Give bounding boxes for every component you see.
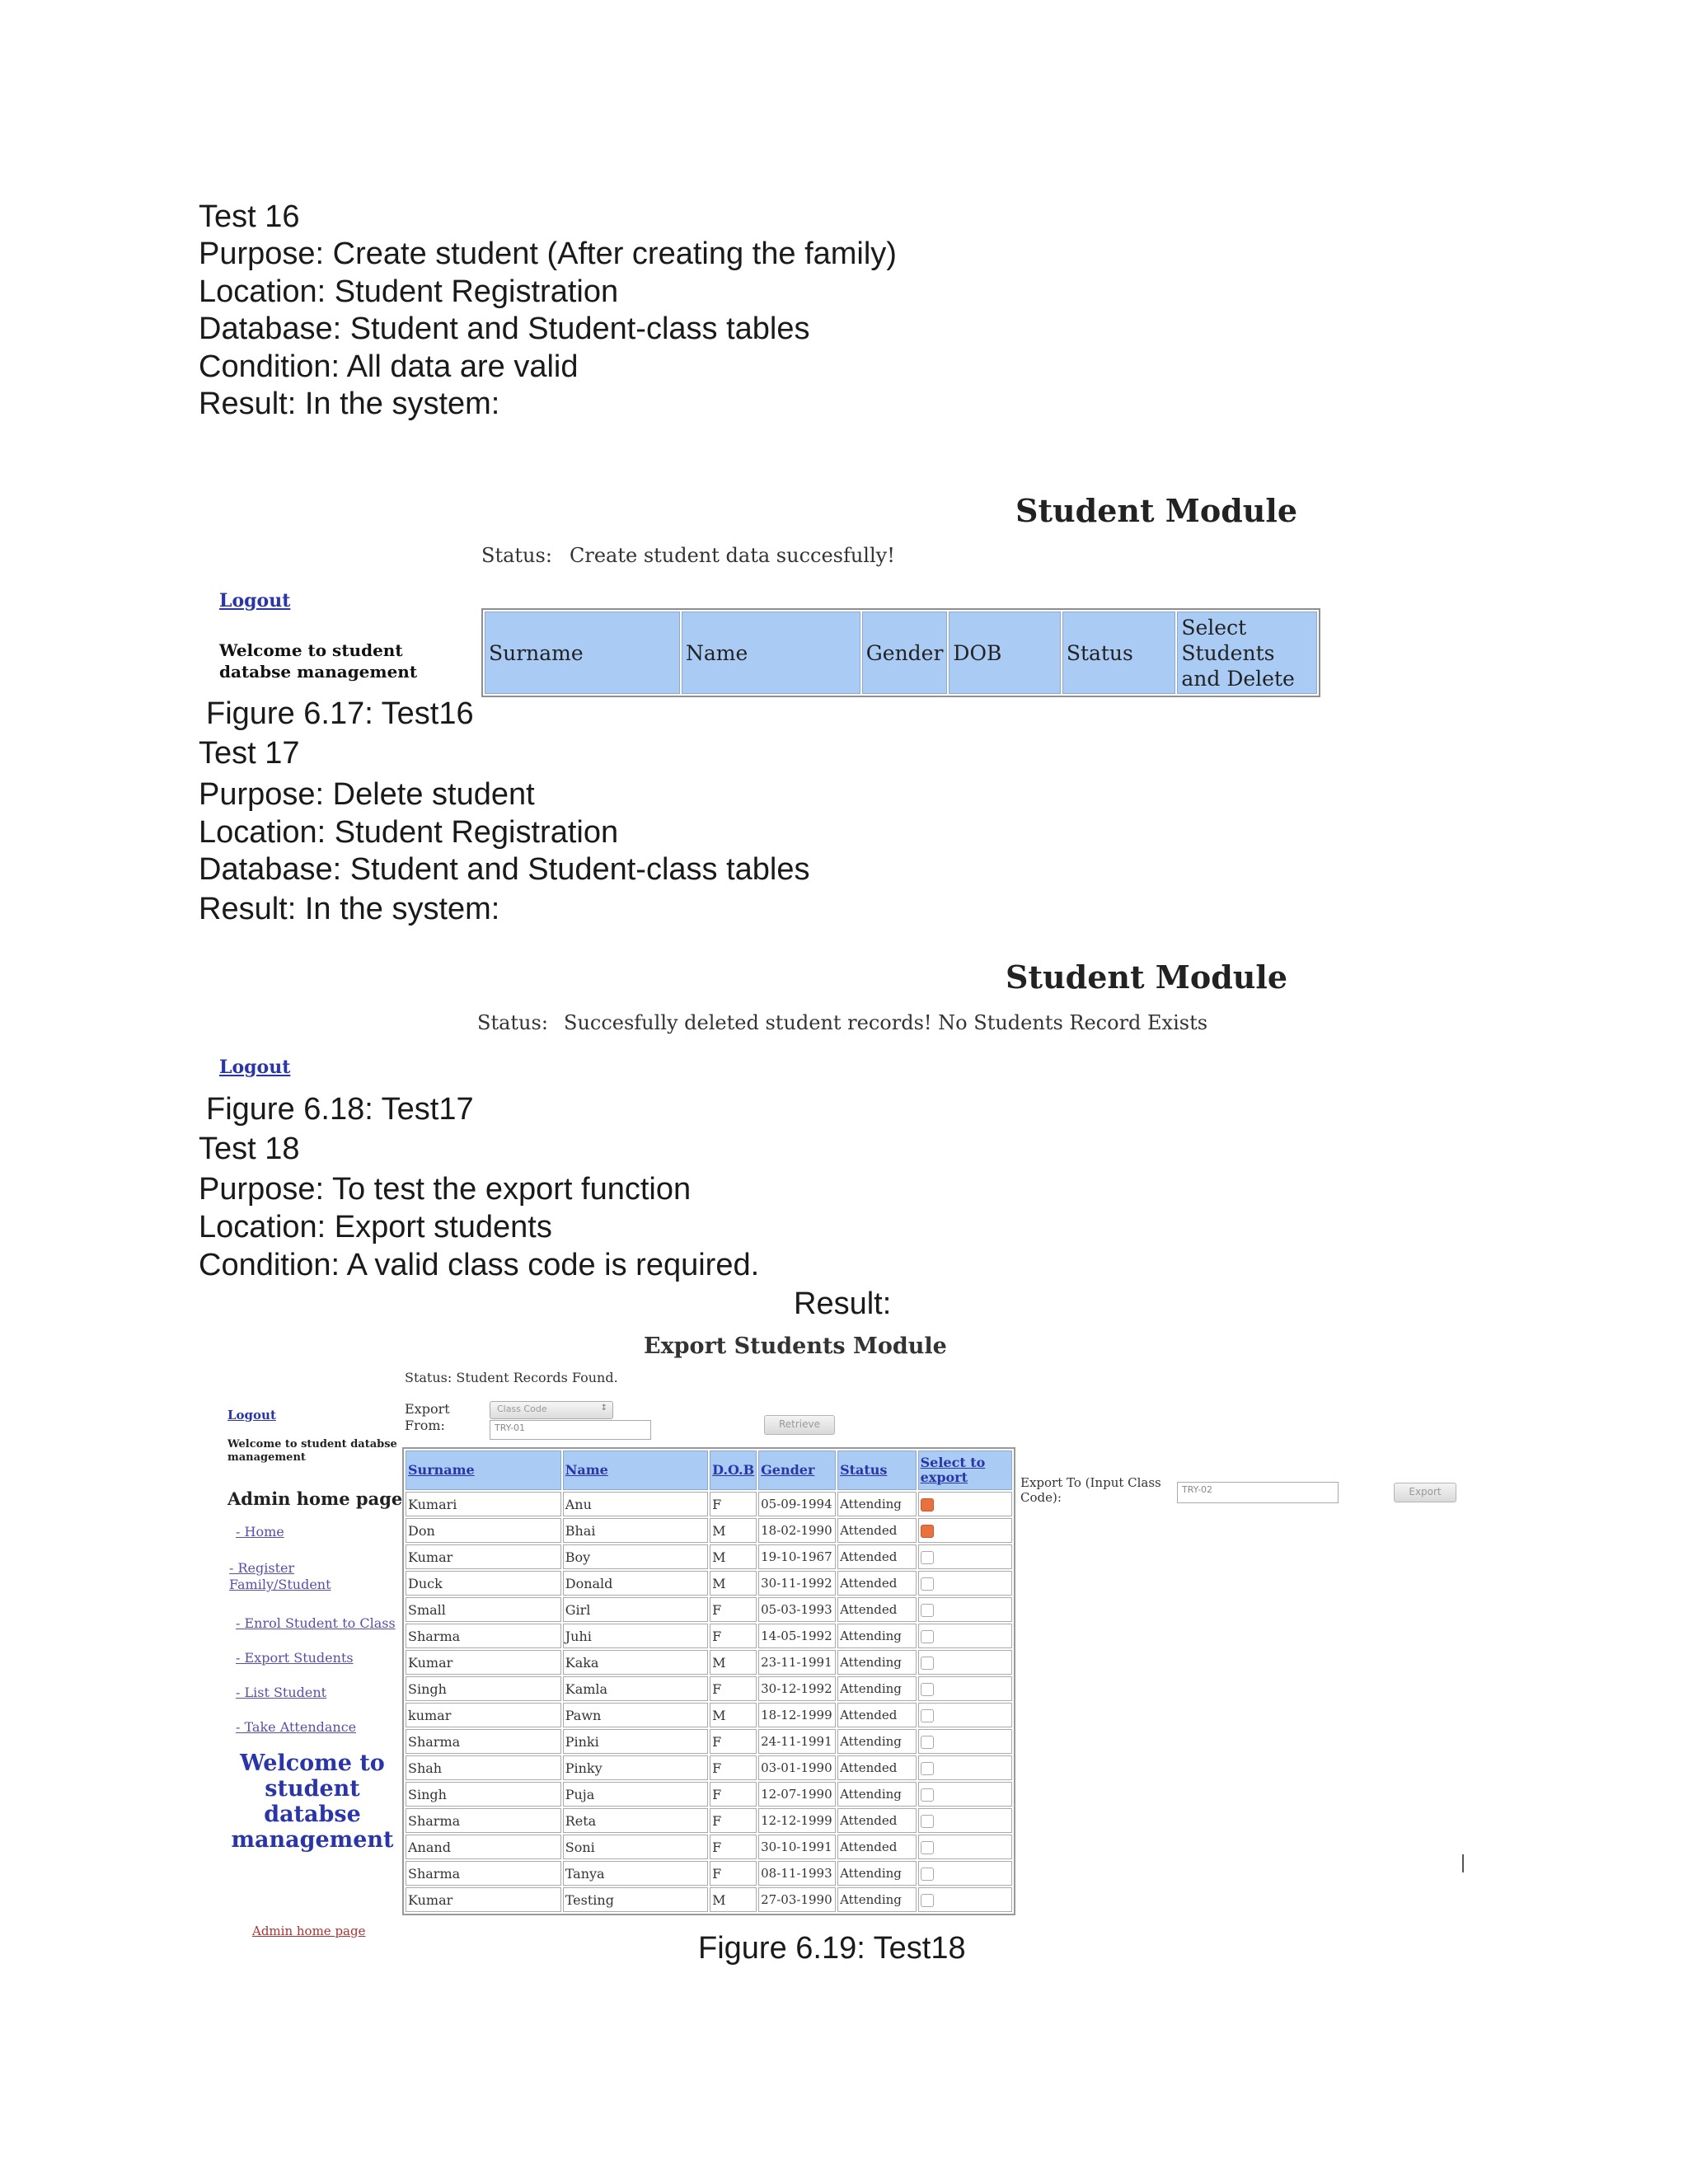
export-to-input[interactable]: TRY-02 — [1177, 1482, 1339, 1503]
module-title: Export Students Module — [644, 1333, 947, 1359]
cell-status: Attending — [837, 1624, 917, 1648]
col-name[interactable]: Name — [563, 1451, 708, 1490]
cell-select — [918, 1861, 1012, 1886]
test16-heading: Test 16 — [199, 199, 300, 234]
cell-select — [918, 1650, 1012, 1675]
test16-purpose: Purpose: Create student (After creating the family) — [199, 237, 897, 271]
cell-status: Attended — [837, 1755, 917, 1780]
select-export-checkbox[interactable] — [921, 1683, 934, 1696]
figure-caption-6-19: Figure 6.19: Test18 — [698, 1931, 966, 1966]
cell-status: Attending — [837, 1676, 917, 1701]
cell-surname: Singh — [406, 1676, 561, 1701]
cell-select — [918, 1676, 1012, 1701]
cell-select — [918, 1518, 1012, 1543]
cell-dob: 19-10-1967 — [758, 1544, 836, 1569]
cell-name: Pinki — [563, 1729, 708, 1754]
status-message: Status: Student Records Found. — [405, 1370, 618, 1385]
cell-surname: Shah — [406, 1755, 561, 1780]
select-export-checkbox[interactable] — [921, 1736, 934, 1749]
cell-status: Attending — [837, 1492, 917, 1516]
module-title: Student Module — [1015, 492, 1297, 529]
cell-status: Attended — [837, 1703, 917, 1727]
cell-select — [918, 1624, 1012, 1648]
test16-result: Result: In the system: — [199, 387, 500, 421]
class-code-select[interactable] — [490, 1401, 613, 1419]
cell-select — [918, 1597, 1012, 1622]
table-row — [406, 1676, 1012, 1701]
cell-gender: F — [710, 1861, 757, 1886]
table-row — [406, 1597, 1012, 1622]
figure-caption-6-18: Figure 6.18: Test17 — [206, 1092, 474, 1127]
select-export-checkbox[interactable] — [921, 1577, 934, 1591]
cell-name: Testing — [563, 1887, 708, 1912]
welcome-big-text: Welcome to student databse management — [231, 1750, 394, 1853]
cell-gender: F — [710, 1782, 757, 1807]
col-select-export[interactable]: Select to export — [918, 1451, 1012, 1490]
cell-select — [918, 1492, 1012, 1516]
cell-name: Boy — [563, 1544, 708, 1569]
text-cursor-mark — [1462, 1854, 1464, 1872]
cell-status: Attended — [837, 1544, 917, 1569]
cell-select — [918, 1782, 1012, 1807]
figure-caption-6-17: Figure 6.17: Test16 — [206, 696, 474, 731]
test16-database: Database: Student and Student-class tables — [199, 312, 810, 346]
cell-surname: Kumar — [406, 1887, 561, 1912]
cell-surname: Don — [406, 1518, 561, 1543]
select-export-checkbox[interactable] — [921, 1868, 934, 1881]
select-export-checkbox[interactable] — [921, 1657, 934, 1670]
sidebar-link-attendance[interactable]: - Take Attendance — [236, 1719, 357, 1735]
sidebar-link-register[interactable]: - Register Family/Student — [229, 1560, 331, 1592]
cell-name: Reta — [563, 1808, 708, 1833]
class-code-select-value: Class Code — [497, 1404, 547, 1414]
test18-location: Location: Export students — [199, 1210, 552, 1244]
table-row — [406, 1650, 1012, 1675]
admin-home-heading: Admin home page — [227, 1488, 403, 1509]
cell-gender: M — [710, 1571, 757, 1596]
cell-name: Puja — [563, 1782, 708, 1807]
test18-purpose: Purpose: To test the export function — [199, 1172, 692, 1207]
cell-gender: F — [710, 1492, 757, 1516]
retrieve-button[interactable]: Retrieve — [764, 1415, 835, 1435]
table-row — [406, 1808, 1012, 1833]
table-row — [406, 1861, 1012, 1886]
cell-select — [918, 1755, 1012, 1780]
status-label: Status: — [481, 544, 552, 567]
select-export-checkbox[interactable] — [921, 1551, 934, 1564]
test18-result-label: Result: — [794, 1286, 892, 1321]
cell-surname: Sharma — [406, 1729, 561, 1754]
cell-name: Bhai — [563, 1518, 708, 1543]
cell-gender: M — [710, 1887, 757, 1912]
select-export-checkbox[interactable] — [921, 1630, 934, 1643]
test17-purpose: Purpose: Delete student — [199, 777, 535, 812]
export-to-label: Export To (Input Class Code): — [1020, 1475, 1161, 1505]
cell-gender: F — [710, 1808, 757, 1833]
cell-surname: Kumar — [406, 1544, 561, 1569]
logout-link[interactable]: Logout — [219, 590, 291, 612]
select-export-checkbox[interactable] — [921, 1498, 934, 1511]
select-export-checkbox[interactable] — [921, 1841, 934, 1854]
cell-name: Pinky — [563, 1755, 708, 1780]
export-students-table — [402, 1447, 1015, 1915]
cell-status: Attending — [837, 1729, 917, 1754]
export-from-label: Export From: — [405, 1401, 450, 1433]
test18-heading: Test 18 — [199, 1132, 300, 1166]
cell-status: Attended — [837, 1597, 917, 1622]
cell-surname: Kumari — [406, 1492, 561, 1516]
cell-surname: Duck — [406, 1571, 561, 1596]
col-dob: DOB — [949, 612, 1060, 694]
col-surname[interactable]: Surname — [406, 1451, 561, 1490]
table-row — [406, 1703, 1012, 1727]
cell-dob: 30-12-1992 — [758, 1676, 836, 1701]
select-export-checkbox[interactable] — [921, 1525, 934, 1538]
table-header-row — [406, 1451, 1012, 1490]
status-message: Create student data succesfully! — [570, 544, 895, 567]
test18-condition: Condition: A valid class code is required. — [199, 1248, 760, 1282]
cell-name: Soni — [563, 1835, 708, 1859]
col-gender: Gender — [862, 612, 948, 694]
cell-name: Girl — [563, 1597, 708, 1622]
cell-dob: 30-10-1991 — [758, 1835, 836, 1859]
cell-surname: Sharma — [406, 1861, 561, 1886]
table-row — [406, 1729, 1012, 1754]
col-surname: Surname — [485, 612, 680, 694]
col-status[interactable]: Status — [837, 1451, 917, 1490]
cell-surname: Small — [406, 1597, 561, 1622]
cell-gender: F — [710, 1597, 757, 1622]
test17-database: Database: Student and Student-class tables — [199, 852, 810, 887]
table-row — [406, 1544, 1012, 1569]
select-export-checkbox[interactable] — [921, 1709, 934, 1722]
table-row — [406, 1835, 1012, 1859]
cell-surname: Singh — [406, 1782, 561, 1807]
welcome-text: Welcome to student databse management — [219, 640, 418, 682]
select-export-checkbox[interactable] — [921, 1788, 934, 1802]
logout-link[interactable]: Logout — [219, 1057, 291, 1078]
test17-result: Result: In the system: — [199, 892, 500, 926]
welcome-small-text: Welcome to student databse management — [227, 1438, 397, 1464]
cell-dob: 24-11-1991 — [758, 1729, 836, 1754]
cell-select — [918, 1835, 1012, 1859]
cell-status: Attending — [837, 1782, 917, 1807]
sidebar-link-list[interactable]: - List Student — [236, 1685, 327, 1700]
cell-gender: M — [710, 1650, 757, 1675]
select-export-checkbox[interactable] — [921, 1815, 934, 1828]
cell-select — [918, 1571, 1012, 1596]
cell-gender: M — [710, 1544, 757, 1569]
cell-select — [918, 1808, 1012, 1833]
cell-gender: F — [710, 1835, 757, 1859]
cell-status: Attended — [837, 1571, 917, 1596]
cell-surname: Anand — [406, 1835, 561, 1859]
table-row — [406, 1571, 1012, 1596]
cell-dob: 12-07-1990 — [758, 1782, 836, 1807]
status-message: Succesfully deleted student records! No Students Record Exists — [564, 1011, 1208, 1034]
cell-name: Juhi — [563, 1624, 708, 1648]
cell-surname: Sharma — [406, 1624, 561, 1648]
table-row — [406, 1624, 1012, 1648]
cell-status: Attended — [837, 1808, 917, 1833]
cell-name: Anu — [563, 1492, 708, 1516]
select-export-checkbox[interactable] — [921, 1894, 934, 1907]
cell-gender: F — [710, 1624, 757, 1648]
cell-select — [918, 1544, 1012, 1569]
table-body — [406, 1492, 1012, 1912]
cell-dob: 18-02-1990 — [758, 1518, 836, 1543]
cell-status: Attending — [837, 1861, 917, 1886]
col-name: Name — [682, 612, 860, 694]
test17-location: Location: Student Registration — [199, 815, 619, 850]
table-row — [406, 1492, 1012, 1516]
table-row — [406, 1755, 1012, 1780]
cell-select — [918, 1887, 1012, 1912]
cell-name: Kamla — [563, 1676, 708, 1701]
cell-dob: 27-03-1990 — [758, 1887, 836, 1912]
cell-dob: 08-11-1993 — [758, 1861, 836, 1886]
sidebar-link-enrol[interactable]: - Enrol Student to Class — [236, 1615, 396, 1631]
cell-name: Kaka — [563, 1650, 708, 1675]
cell-dob: 18-12-1999 — [758, 1703, 836, 1727]
table-row — [406, 1887, 1012, 1912]
col-gender[interactable]: Gender — [758, 1451, 836, 1490]
cell-gender: F — [710, 1755, 757, 1780]
cell-status: Attending — [837, 1887, 917, 1912]
cell-status: Attending — [837, 1650, 917, 1675]
test16-condition: Condition: All data are valid — [199, 349, 579, 384]
cell-select — [918, 1729, 1012, 1754]
cell-surname: kumar — [406, 1703, 561, 1727]
test17-heading: Test 17 — [199, 736, 300, 771]
select-export-checkbox[interactable] — [921, 1604, 934, 1617]
cell-select — [918, 1703, 1012, 1727]
cell-gender: M — [710, 1518, 757, 1543]
cell-dob: 05-09-1994 — [758, 1492, 836, 1516]
cell-name: Tanya — [563, 1861, 708, 1886]
select-export-checkbox[interactable] — [921, 1762, 934, 1775]
cell-dob: 14-05-1992 — [758, 1624, 836, 1648]
col-status: Status — [1062, 612, 1176, 694]
cell-gender: F — [710, 1676, 757, 1701]
cell-gender: M — [710, 1703, 757, 1727]
cell-dob: 30-11-1992 — [758, 1571, 836, 1596]
cell-dob: 03-01-1990 — [758, 1755, 836, 1780]
table-row — [406, 1518, 1012, 1543]
status-label: Status: — [477, 1011, 548, 1034]
admin-home-footer-link[interactable]: Admin home page — [252, 1924, 366, 1938]
student-table-header — [481, 608, 1320, 697]
sidebar-link-home[interactable]: - Home — [236, 1524, 284, 1540]
cell-status: Attended — [837, 1835, 917, 1859]
cell-name: Donald — [563, 1571, 708, 1596]
select-arrows-icon: ↕ — [600, 1404, 607, 1413]
export-from-input[interactable]: TRY-01 — [490, 1420, 651, 1440]
cell-dob: 05-03-1993 — [758, 1597, 836, 1622]
cell-surname: Sharma — [406, 1808, 561, 1833]
cell-gender: F — [710, 1729, 757, 1754]
col-select-delete: Select Students and Delete — [1177, 612, 1317, 694]
cell-dob: 23-11-1991 — [758, 1650, 836, 1675]
logout-link[interactable]: Logout — [227, 1408, 276, 1422]
cell-status: Attended — [837, 1518, 917, 1543]
cell-dob: 12-12-1999 — [758, 1808, 836, 1833]
cell-surname: Kumar — [406, 1650, 561, 1675]
module-title: Student Module — [1006, 958, 1287, 996]
col-dob[interactable]: D.O.B — [710, 1451, 757, 1490]
table-row — [406, 1782, 1012, 1807]
export-button[interactable]: Export — [1394, 1483, 1456, 1502]
sidebar-link-export[interactable]: - Export Students — [236, 1650, 354, 1666]
test16-location: Location: Student Registration — [199, 274, 619, 309]
cell-name: Pawn — [563, 1703, 708, 1727]
